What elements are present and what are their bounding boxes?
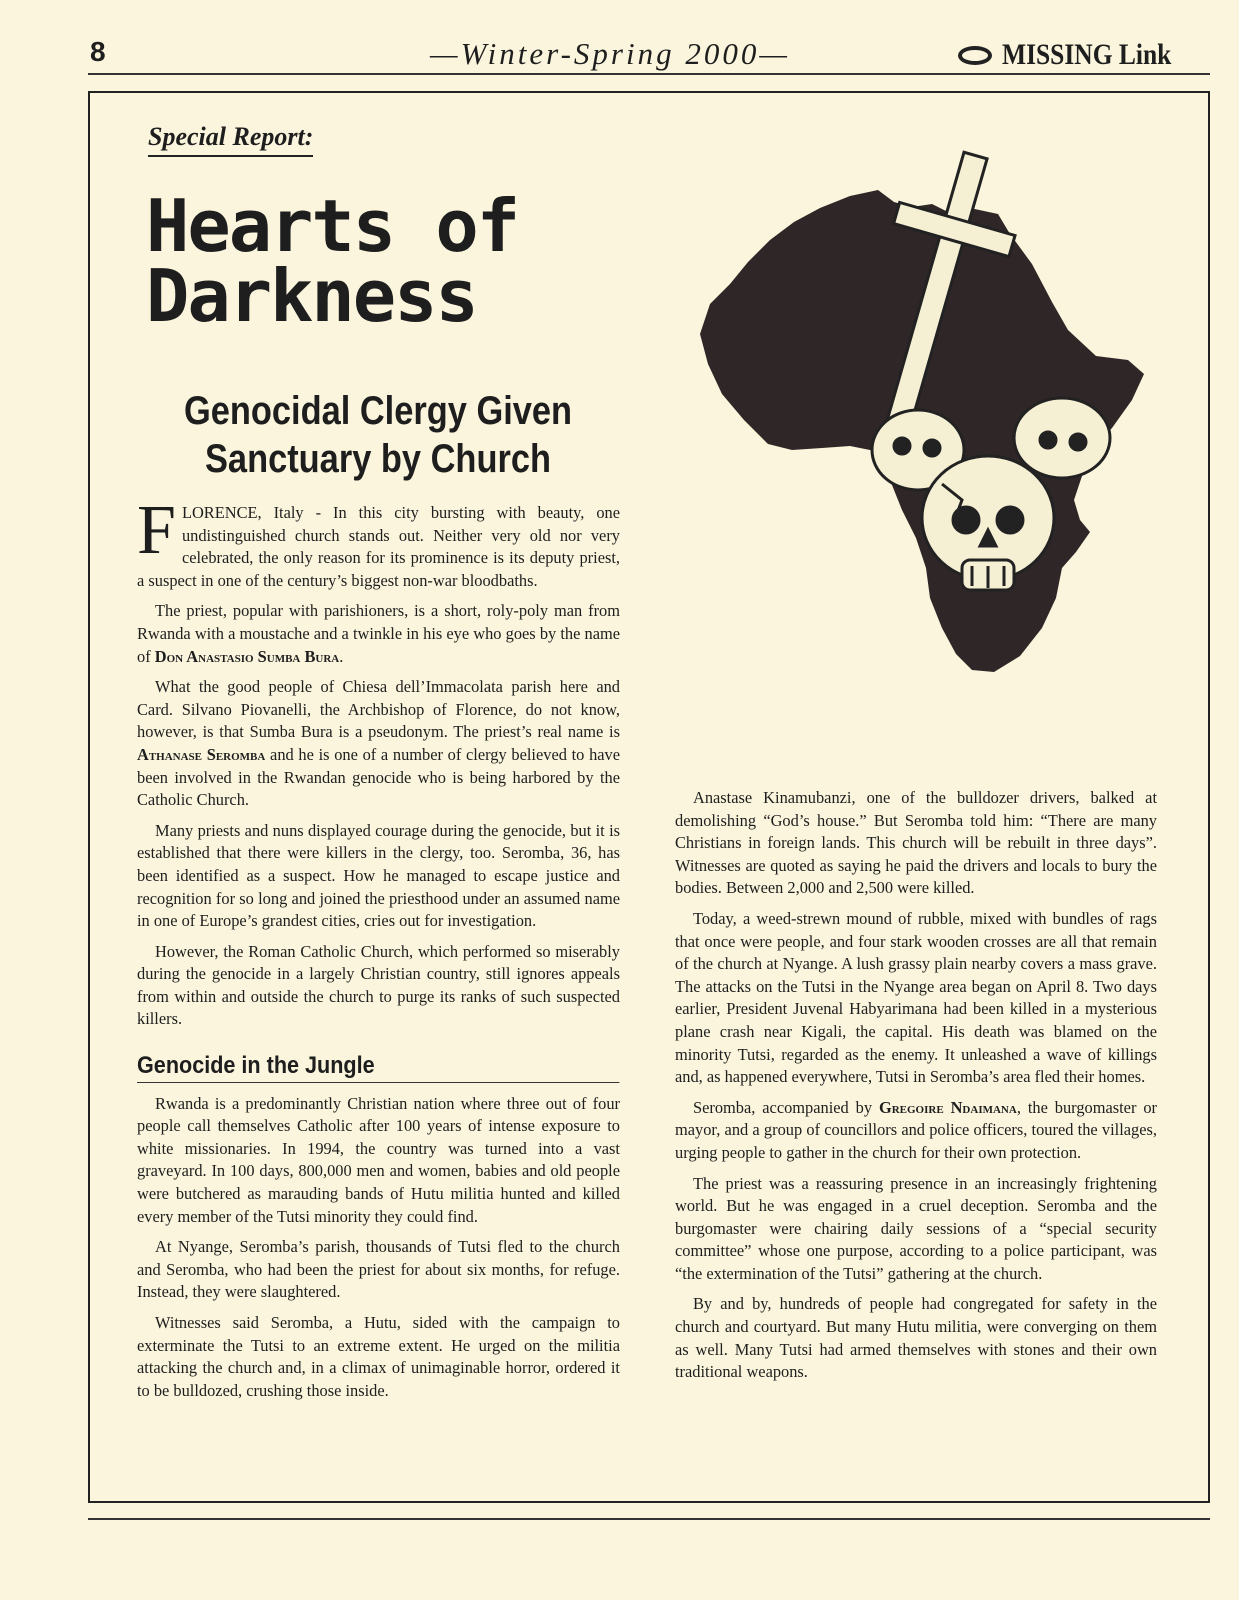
issue-date: —Winter-Spring 2000— [430,36,790,71]
person-name: Athanase Seromba [137,744,266,764]
paragraph [675,1097,1157,1165]
subhead [172,387,585,483]
skull-icon-right [1014,398,1110,478]
paragraph [137,600,620,668]
page-number: 8 [90,36,106,67]
paragraph-text: and he is one of a number of clergy believed to have been involved in the Rwandan genocide who is being harbored by the Catholic Church. [137,744,621,810]
paragraph-text: LORENCE, Italy - In this city bursting with beauty, one undistinguished church stands out. Neither very old nor very celebrated, the only reason for its prominence is its deputy priest, a suspect in one of the century’s biggest non-war bloodbaths. [137,503,620,590]
kicker: Special Report: [148,122,313,157]
right-column [675,787,1157,1392]
person-name: Don Anastasio Sumba Bura [154,646,340,666]
person-name: Gregoire Ndaimana [878,1097,1017,1117]
paragraph-text: . [339,646,344,666]
paragraph: By and by, hundreds of people had congregated for safety in the church and courtyard. But many Hutu militia, were converging on them as well. Many Tutsi had armed themselves with stones and their own traditional weapons. [675,1294,1157,1382]
headline-line-1: Hearts of [146,184,519,268]
paragraph [137,492,620,592]
section-heading: Genocide in the Jungle [137,1055,620,1083]
paragraph-text: Seromba, accompanied by [693,1097,879,1117]
subhead-line-1: Genocidal Clergy Given [183,389,573,433]
paragraph: Witnesses said Seromba, a Hutu, sided with the campaign to exterminate the Tutsi to an extreme extent. He urged on the militia attacking the church and, in a climax of unimaginable horror, ordered it to be bulldozed, crushing those inside. [137,1313,620,1400]
masthead [958,38,1201,72]
paragraph [137,676,620,812]
paragraph-text: , the burgomaster or mayor, and a group of councillors and police officers, toured the villages, urging people to gather in the church for their own protection. [675,1097,1157,1162]
africa-cross-skulls-illustration [680,128,1168,688]
drop-cap: F [137,492,176,569]
headline-line-2: Darkness [146,253,477,338]
publication-title: MISSING Link [1002,38,1172,71]
paragraph: At Nyange, Seromba’s parish, thousands of Tutsi fled to the church and Seromba, who had been the priest for about six months, for refuge. Instead, they were slaughtered. [137,1237,620,1302]
paragraph: However, the Roman Catholic Church, which performed so miserably during the genocide in a largely Christian country, still ignores appeals from within and outside the church to purge its ranks of such suspected killers. [137,941,620,1029]
header-rule [88,73,1210,75]
headline [146,184,519,338]
subhead-line-2: Sanctuary by Church [204,437,551,481]
paragraph: The priest was a reassuring presence in an increasingly frightening world. But he was engaged in a cruel deception. Seromba and the burgomaster were chairing daily sessions of a “special security committee” whose one purpose, according to a police participant, was “the extermination of the Tutsi” gathering at the church. [675,1173,1157,1283]
paragraph-text: The priest, popular with parishioners, is a short, roly-poly man from Rwanda with a moustache and a twinkle in his eye who goes by the name of [137,601,620,666]
paragraph: Many priests and nuns displayed courage during the genocide, but it is established that there were killers in the clergy, too. Seromba, 36, has been identified as a suspect. How he managed to escape justice and recognition for so long and joined the priesthood under an assumed name in one of Europe’s grandest cities, cries out for investigation. [137,820,620,931]
oval-logo-icon [958,46,992,65]
paragraph: Today, a weed-strewn mound of rubble, mixed with bundles of rags that once were people, and four stark wooden crosses are all that remain of the church at Nyange. A lush grassy plain nearby covers a mass grave. The attacks on the Tutsi in the Nyange area began on April 8. Two days earlier, President Juvenal Habyarimana had been killed in a mysterious plane crash near Kigali, the capital. His death was blamed on the minority Tutsi, regarded as the enemy. It unleashed a wave of killings and, as happened everywhere, Tutsi in Seromba’s area fled their homes. [675,908,1157,1087]
left-column [137,492,621,1410]
footer-rule [88,1518,1210,1520]
paragraph: Rwanda is a predominantly Christian nation where three out of four people call themselves Catholic after 100 years of intense exposure to white missionaries. In 1994, the country was turned into a vast graveyard. In 100 days, 800,000 men and women, babies and old people were butchered as marauding bands of Hutu militia hunted and killed every member of the Tutsi minority they could find. [137,1093,620,1226]
paragraph-text: What the good people of Chiesa dell’Immacolata parish here and Card. Silvano Piovanelli, the Archbishop of Florence, do not know, however, is that Sumba Bura is a pseudonym. The priest’s real name is [137,677,620,742]
paragraph: Anastase Kinamubanzi, one of the bulldozer drivers, balked at demolishing “God’s house.” But Seromba told him: “There are many Christians in foreign lands. This church will be rebuilt in three days”. Witnesses are quoted as saying he paid the drivers and locals to bury the bodies. Between 2,000 and 2,500 were killed. [675,788,1157,898]
